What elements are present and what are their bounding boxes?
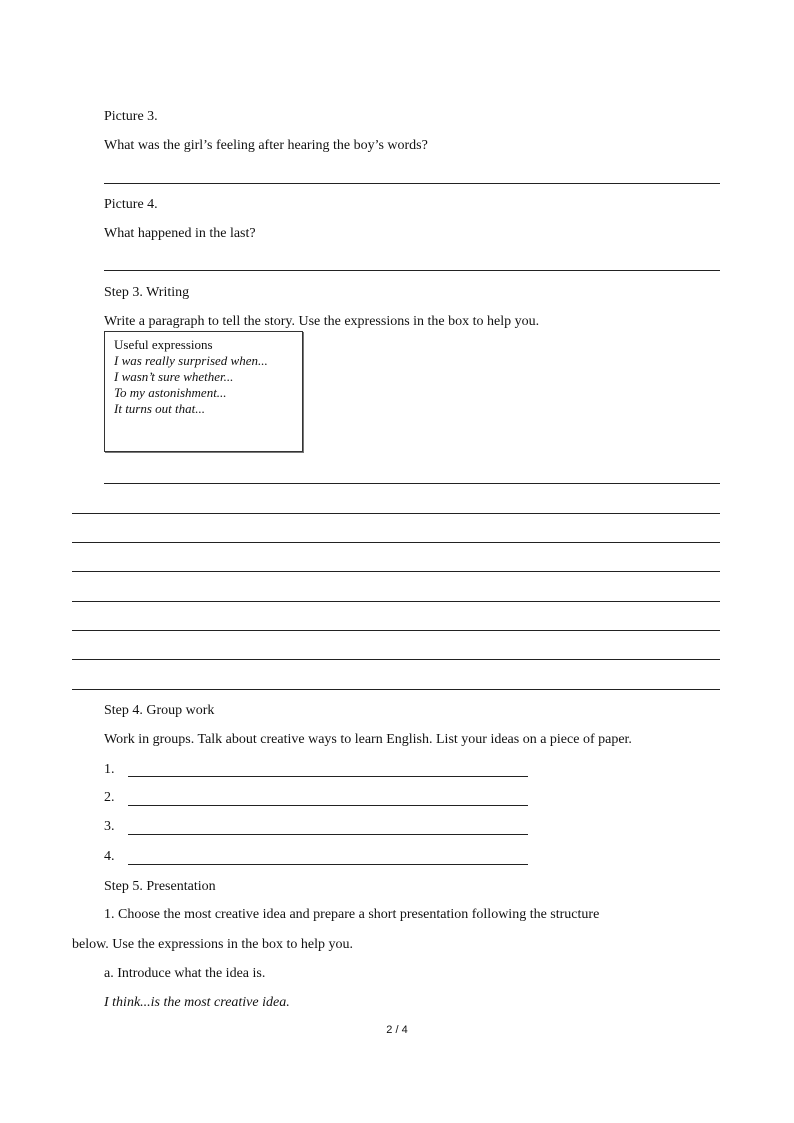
idea-number: 3. [104,819,115,834]
picture3-heading: Picture 3. [104,109,158,124]
picture3-question: What was the girl’s feeling after hearing the boy’s words? [104,138,428,153]
box-expression: To my astonishment... [114,385,227,400]
answer-line-picture4[interactable] [104,270,720,271]
writing-line[interactable] [72,659,720,660]
writing-line[interactable] [72,542,720,543]
step5-item1-line1: 1. Choose the most creative idea and prepare a short presentation following the structure [104,907,600,922]
step3-instruction: Write a paragraph to tell the story. Use the expressions in the box to help you. [104,314,540,329]
idea-number: 2. [104,790,115,805]
box-expression: I was really surprised when... [114,353,268,368]
box-expression: I wasn’t sure whether... [114,369,234,384]
idea-number: 4. [104,849,115,864]
writing-line[interactable] [72,601,720,602]
idea-line[interactable] [128,776,528,777]
step5-example: I think...is the most creative idea. [104,995,290,1010]
step5-heading: Step 5. Presentation [104,879,216,894]
useful-expressions-box [104,331,303,452]
idea-number: 1. [104,762,115,777]
step4-instruction: Work in groups. Talk about creative ways to learn English. List your ideas on a piece of paper. [104,732,632,747]
picture4-question: What happened in the last? [104,226,256,241]
step4-heading: Step 4. Group work [104,703,215,718]
answer-line-picture3[interactable] [104,183,720,184]
step3-heading: Step 3. Writing [104,285,190,300]
box-title: Useful expressions [114,337,213,352]
writing-line[interactable] [72,513,720,514]
writing-line[interactable] [104,483,720,484]
step5-item-a: a. Introduce what the idea is. [104,966,266,981]
writing-line[interactable] [72,689,720,690]
picture4-heading: Picture 4. [104,197,158,212]
idea-line[interactable] [128,864,528,865]
idea-line[interactable] [128,834,528,835]
writing-line[interactable] [72,571,720,572]
box-expression: It turns out that... [114,401,206,416]
page-number: 2 / 4 [386,1024,408,1036]
writing-line[interactable] [72,630,720,631]
step5-item1-line2: below. Use the expressions in the box to help you. [72,937,353,952]
idea-line[interactable] [128,805,528,806]
